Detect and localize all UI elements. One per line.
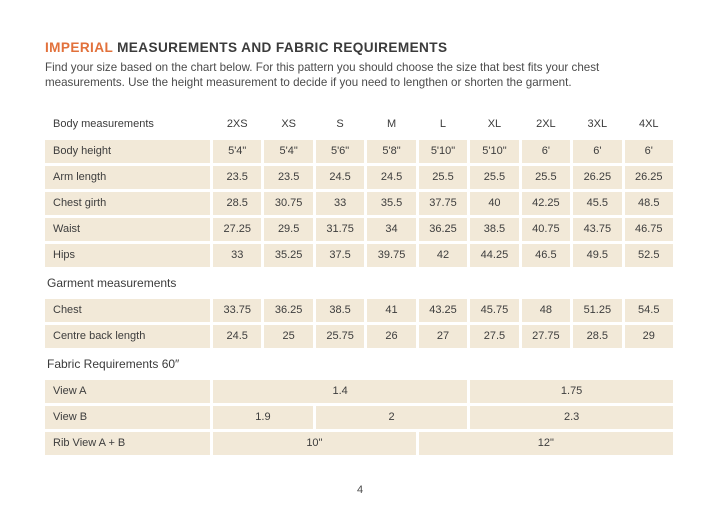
size-cell: 24.5 <box>367 166 415 189</box>
row-label: View A <box>45 380 210 403</box>
size-cell: 23.5 <box>213 166 261 189</box>
size-cell: 5'4" <box>213 140 261 163</box>
size-cell: 25.5 <box>419 166 467 189</box>
size-cell: L <box>439 117 447 130</box>
size-cell: 25.5 <box>470 166 518 189</box>
size-cell: 48 <box>522 299 570 322</box>
row-label: Hips <box>45 244 210 267</box>
body-measurements-rows <box>45 140 673 267</box>
size-cell: 3XL <box>587 117 608 130</box>
size-cell: 30.75 <box>264 192 312 215</box>
size-cell: 5'8" <box>367 140 415 163</box>
size-cell: S <box>336 117 344 130</box>
size-cell: 36.25 <box>419 218 467 241</box>
size-cell: 40 <box>470 192 518 215</box>
size-cell: 2XL <box>536 117 556 130</box>
size-cell: 33.75 <box>213 299 261 322</box>
row-label: Centre back length <box>45 325 210 348</box>
size-cell: 1.9 <box>213 406 313 429</box>
size-cell: 10" <box>213 432 416 455</box>
size-cell: 5'10" <box>419 140 467 163</box>
measurement-row <box>45 218 673 241</box>
measurement-row <box>45 166 673 189</box>
size-cell: 42.25 <box>522 192 570 215</box>
garment-section-heading: Garment measurements <box>47 275 177 290</box>
size-cell: 45.75 <box>470 299 518 322</box>
size-cell: 34 <box>367 218 415 241</box>
size-cell: 43.75 <box>573 218 621 241</box>
size-cell: 29 <box>625 325 673 348</box>
size-cell: 2 <box>316 406 467 429</box>
size-cell: 35.25 <box>264 244 312 267</box>
fabric-requirement-row <box>45 432 673 455</box>
page-title-highlight: IMPERIAL <box>45 40 113 55</box>
page-number: 4 <box>356 484 364 496</box>
size-cell: 54.5 <box>625 299 673 322</box>
row-label: Chest girth <box>45 192 210 215</box>
size-cell: 38.5 <box>316 299 364 322</box>
size-cell: 12" <box>419 432 673 455</box>
fabric-requirement-row <box>45 380 673 403</box>
intro-paragraph: Find your size based on the chart below. For this pattern you should choose the size that best fits your chest measurements. Use the height measurement to decide if you need to lengthen or shorten the garment. <box>45 60 600 90</box>
size-cell: 28.5 <box>573 325 621 348</box>
size-cell: 31.75 <box>316 218 364 241</box>
fabric-requirements-rows <box>45 380 673 455</box>
size-cell: 49.5 <box>573 244 621 267</box>
row-label: Rib View A + B <box>45 432 210 455</box>
size-cell: 40.75 <box>522 218 570 241</box>
size-cell: 46.75 <box>625 218 673 241</box>
size-cell: 38.5 <box>470 218 518 241</box>
measurement-row <box>45 244 673 267</box>
size-table-header-slot <box>45 112 673 136</box>
size-cell: 23.5 <box>264 166 312 189</box>
page-content <box>45 41 673 458</box>
row-label: View B <box>45 406 210 429</box>
size-cell: 24.5 <box>316 166 364 189</box>
size-table <box>45 112 673 455</box>
garment-measurements-rows <box>45 299 673 348</box>
row-label: Body measurements <box>53 117 154 130</box>
size-cell: 27.75 <box>522 325 570 348</box>
size-cell: 52.5 <box>625 244 673 267</box>
size-cell: 4XL <box>638 117 659 130</box>
size-cell: 6' <box>522 140 570 163</box>
size-cell: 42 <box>419 244 467 267</box>
size-cell: 35.5 <box>367 192 415 215</box>
measurement-row <box>45 192 673 215</box>
page-title <box>45 41 673 56</box>
page-title-rest: MEASUREMENTS AND FABRIC REQUIREMENTS <box>112 40 448 55</box>
size-cell: 5'6" <box>316 140 364 163</box>
size-table-header-row <box>45 112 673 136</box>
size-cell: 25.75 <box>316 325 364 348</box>
fabric-section-heading: Fabric Requirements 60″ <box>47 356 180 371</box>
size-cell: 2.3 <box>470 406 673 429</box>
size-cell: 41 <box>367 299 415 322</box>
size-cell: 27.5 <box>470 325 518 348</box>
size-cell: 6' <box>625 140 673 163</box>
size-cell: 48.5 <box>625 192 673 215</box>
size-cell: XS <box>281 117 296 130</box>
size-cell: 29.5 <box>264 218 312 241</box>
size-cell: 25.5 <box>522 166 570 189</box>
size-cell: 43.25 <box>419 299 467 322</box>
measurement-row <box>45 325 673 348</box>
size-cell: 28.5 <box>213 192 261 215</box>
size-cell: 25 <box>264 325 312 348</box>
size-cell: 26.25 <box>625 166 673 189</box>
size-cell: 6' <box>573 140 621 163</box>
size-cell: 45.5 <box>573 192 621 215</box>
size-cell: 1.75 <box>470 380 673 403</box>
size-cell: 2XS <box>226 117 248 130</box>
size-cell: 24.5 <box>213 325 261 348</box>
size-cell: 26 <box>367 325 415 348</box>
size-cell: 37.75 <box>419 192 467 215</box>
fabric-requirement-row <box>45 406 673 429</box>
measurement-row <box>45 299 673 322</box>
size-cell: 33 <box>213 244 261 267</box>
size-cell: 1.4 <box>213 380 467 403</box>
size-cell: 39.75 <box>367 244 415 267</box>
row-label: Arm length <box>45 166 210 189</box>
size-cell: 27.25 <box>213 218 261 241</box>
size-cell: 5'4" <box>264 140 312 163</box>
size-cell: 36.25 <box>264 299 312 322</box>
row-label: Waist <box>45 218 210 241</box>
size-cell: 5'10" <box>470 140 518 163</box>
row-label: Body height <box>45 140 210 163</box>
size-cell: 37.5 <box>316 244 364 267</box>
size-cell: 33 <box>316 192 364 215</box>
size-cell: M <box>386 117 397 130</box>
measurement-row <box>45 140 673 163</box>
size-cell: XL <box>487 117 502 130</box>
size-cell: 26.25 <box>573 166 621 189</box>
size-cell: 46.5 <box>522 244 570 267</box>
size-cell: 27 <box>419 325 467 348</box>
size-cell: 51.25 <box>573 299 621 322</box>
size-cell: 44.25 <box>470 244 518 267</box>
row-label: Chest <box>45 299 210 322</box>
